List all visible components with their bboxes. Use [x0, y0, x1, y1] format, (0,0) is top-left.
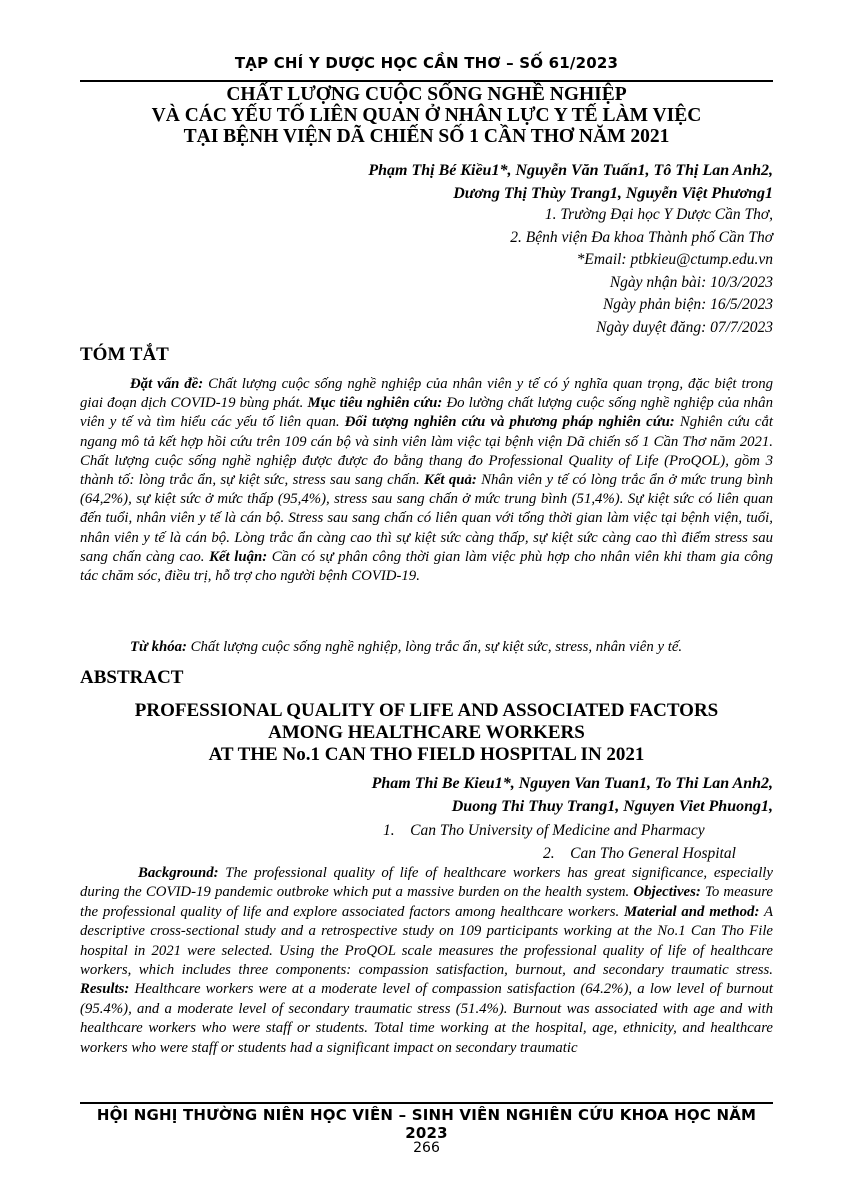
affiliation-text: Can Tho University of Medicine and Pharmacy: [410, 822, 705, 839]
en-title-line: AT THE No.1 CAN THO FIELD HOSPITAL IN 2021: [208, 744, 645, 765]
affiliation-text: Can Tho General Hospital: [570, 844, 736, 862]
label-methods: Đối tượng nghiên cứu và phương pháp nghiên cứu:: [344, 414, 675, 431]
label-background: Background:: [138, 865, 219, 881]
label-background: Đặt vấn đề:: [130, 376, 204, 392]
en-authors-line: Duong Thi Thuy Trang1, Nguyen Viet Phuong1,: [451, 797, 773, 815]
affiliation-number: 1.: [383, 822, 395, 839]
vi-title-line: VÀ CÁC YẾU TỐ LIÊN QUAN Ở NHÂN LỰC Y TẾ LÀM VIỆC: [151, 105, 702, 126]
vi-authors-line: Dương Thị Thùy Trang1, Nguyễn Việt Phương1: [453, 184, 773, 202]
abstract-text: To measure the professional quality of life and explore associated factors among healthcare workers.: [80, 884, 773, 920]
english-affiliations: [0, 820, 773, 865]
en-affiliation: [0, 843, 773, 866]
abstract-text: A descriptive cross-sectional study and a retrospective study on 109 participants working at the No.1 Can Tho File hospital in 2021 were selected. Using the ProQOL scale measures the professional quality of life of healthcare workers, which includes three components: compassion satisfaction, burnout, and secondary traumatic stress.: [80, 903, 773, 979]
summary-text: Đo lường chất lượng cuộc sống nghề nghiệp của nhân viên y tế và tìm hiểu các yếu tố liên quan.: [80, 395, 773, 431]
en-authors-line: Pham Thi Be Kieu1*, Nguyen Van Tuan1, To Thi Lan Anh2,: [371, 775, 773, 792]
page-number: 266: [413, 1140, 440, 1156]
label-results: Results:: [80, 981, 130, 998]
label-objective: Mục tiêu nghiên cứu:: [307, 395, 443, 412]
label-objectives: Objectives:: [633, 884, 701, 901]
affiliation-number: 2.: [543, 844, 555, 862]
abstract-heading: ABSTRACT: [80, 667, 184, 688]
header-rule: [80, 80, 773, 82]
footer-rule: [80, 1102, 773, 1104]
summary-heading: TÓM TẮT: [80, 344, 169, 365]
abstract-text: Healthcare workers were at a moderate level of compassion satisfaction (64.2%), a low level of burnout (95.4%), and a moderate level of secondary traumatic stress (51.4%). Burnout was associated with age and with healthcare workers who were staff or students. Total time working at the hospital, age, ethnicity, and healthcare workers who were staff or students had a significant impact on secondary traumatic: [80, 981, 773, 1056]
english-abstract: [80, 864, 773, 1058]
vietnamese-title: [80, 84, 773, 147]
vi-title-line: CHẤT LƯỢNG CUỘC SỐNG NGHỀ NGHIỆP: [226, 84, 627, 105]
journal-header: TẠP CHÍ Y DƯỢC HỌC CẦN THƠ – SỐ 61/2023: [234, 54, 619, 72]
label-methods: Material and method:: [623, 903, 760, 920]
footer-title: HỘI NGHỊ THƯỜNG NIÊN HỌC VIÊN – SINH VIÊN NGHIÊN CỨU KHOA HỌC NĂM 2023: [96, 1106, 757, 1142]
label-keywords: Từ khóa:: [130, 639, 187, 655]
label-results: Kết quả:: [423, 472, 477, 489]
vietnamese-authors: [368, 160, 773, 205]
english-title: [80, 700, 773, 766]
vietnamese-keywords: [80, 638, 773, 657]
vi-authors-line: Phạm Thị Bé Kiều1*, Nguyễn Văn Tuấn1, Tô Thị Lan Anh2,: [368, 162, 773, 179]
vietnamese-summary: [80, 375, 773, 586]
vietnamese-affiliations: [510, 204, 773, 339]
english-authors: [372, 773, 773, 818]
accepted-date: Ngày duyệt đăng: 07/7/2023: [596, 318, 773, 336]
vi-affiliation: 2. Bệnh viện Đa khoa Thành phố Cần Thơ: [510, 228, 773, 246]
corresponding-email: *Email: ptbkieu@ctump.edu.vn: [576, 251, 773, 268]
reviewed-date: Ngày phản biện: 16/5/2023: [602, 296, 773, 313]
received-date: Ngày nhận bài: 10/3/2023: [609, 273, 773, 291]
summary-text: Nhân viên y tế có lòng trắc ẩn ở mức trung bình (64,2%), sự kiệt sức ở mức thấp (95,4%), stress sau sang chấn ở mức trung bình (51,4%). Sự kiệt sức có liên quan đến tuổi, nhân viên y tế là cán bộ. Stress sau sang chấn có liên quan với tổng thời gian làm việc tại bệnh viện, tuổi, nhân viên y tế là cán bộ. Lòng trắc ẩn càng cao thì sự kiệt sức càng thấp, sự kiệt sức càng cao thì điểm stress sau sang chấn càng cao.: [80, 472, 774, 565]
vi-affiliation: 1. Trường Đại học Y Dược Cần Thơ,: [544, 206, 773, 223]
en-title-line: PROFESSIONAL QUALITY OF LIFE AND ASSOCIATED FACTORS: [134, 700, 719, 721]
summary-text: Nghiên cứu cắt ngang mô tả kết hợp hồi cứu trên 109 cán bộ và sinh viên làm việc tại bệnh viện Dã chiến số 1 Cần Thơ năm 2021. Chất lượng cuộc sống nghề nghiệp được được đo bằng thang đo Professional Quality of Life (ProQOL), gồm 3 thành tố: lòng trắc ẩn, sự kiệt sức, stress sau sang chấn.: [80, 414, 773, 489]
en-affiliation: [0, 820, 773, 843]
vi-title-line: TẠI BỆNH VIỆN DÃ CHIẾN SỐ 1 CẦN THƠ NĂM 2021: [183, 126, 670, 147]
abstract-text: The professional quality of life of healthcare workers has great significance, especially during the COVID-19 pandemic outbroke which put a massive burden on the health system.: [80, 865, 773, 901]
keywords-text: Chất lượng cuộc sống nghề nghiệp, lòng trắc ẩn, sự kiệt sức, stress, nhân viên y tế.: [186, 639, 683, 655]
label-conclusion: Kết luận:: [209, 548, 268, 565]
summary-text: Cần có sự phân công thời gian làm việc phù hợp cho nhân viên khi tham gia công tác chăm sóc, điều trị, hỗ trợ cho người bệnh COVID-19.: [80, 548, 773, 585]
en-title-line: AMONG HEALTHCARE WORKERS: [268, 722, 585, 743]
summary-text: Chất lượng cuộc sống nghề nghiệp của nhân viên y tế có ý nghĩa quan trọng, đặc biệt trong giai đoạn dịch COVID-19 bùng phát.: [80, 376, 773, 412]
